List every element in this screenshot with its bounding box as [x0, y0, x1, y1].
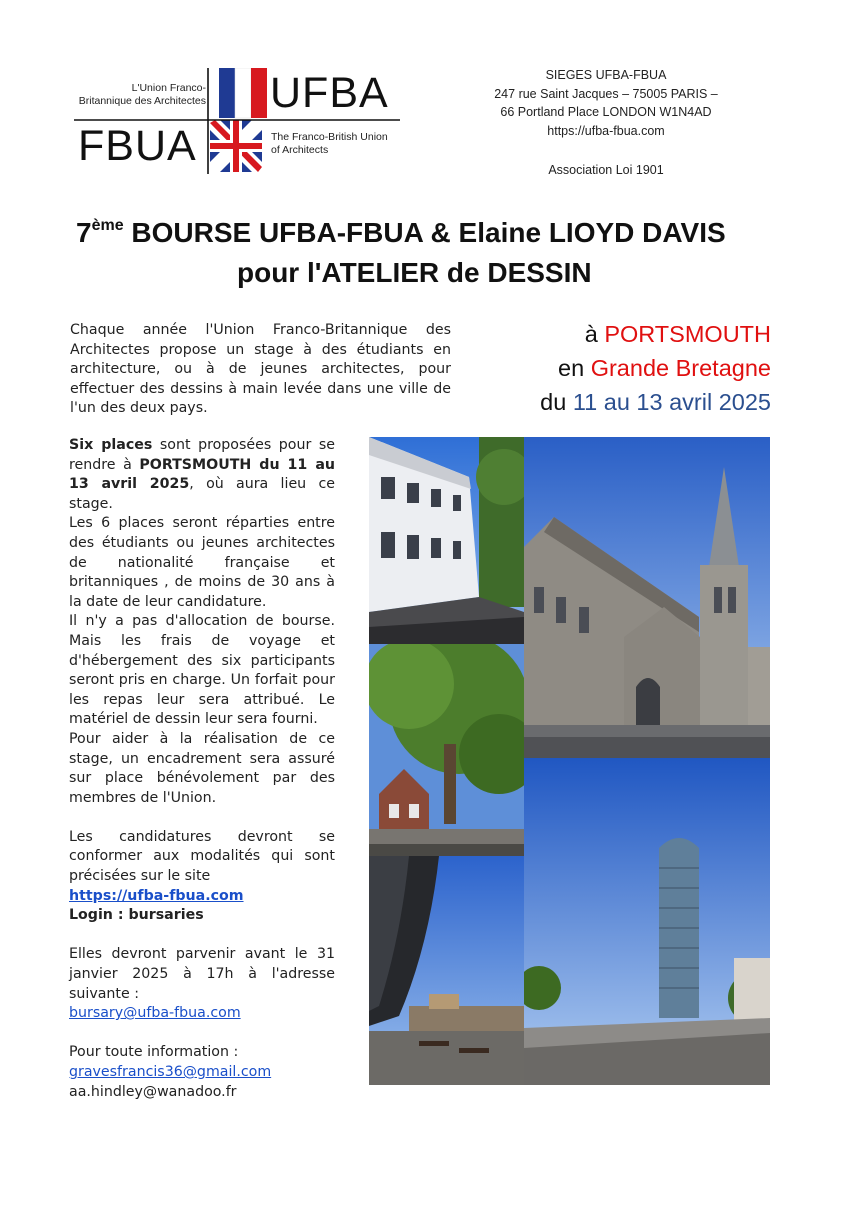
places-text-2: , où aura lieu ce stage.	[69, 476, 335, 512]
event-dates: 11 au 13 avril 2025	[572, 389, 771, 415]
places-count: Six places	[69, 437, 153, 453]
title-number: 7	[76, 217, 92, 248]
page-title-line-1	[76, 217, 726, 249]
photo-tower	[524, 758, 770, 1085]
address-line-1: SIEGES UFBA-FBUA	[545, 68, 667, 82]
contact-email-2: aa.hindley@wanadoo.fr	[69, 1083, 237, 1100]
intro-paragraph: Chaque année l'Union Franco-Britannique des Architectes propose un stage à des étudiants en architecture, ou à de jeunes architectes, pour effectuer des dessins à main levée dans une ville de l'un des deux pays.	[70, 322, 451, 417]
logo-fbua: FBUA	[78, 122, 197, 170]
event-prefix-a: à	[584, 321, 605, 347]
eligibility-paragraph: Les 6 places seront réparties entre des étudiants ou jeunes architectes de nationalité française et britanniques , de moins de 30 ans à la date de leur candidature.	[69, 515, 335, 610]
logo-fr-line2: Britannique des Architectes	[78, 95, 206, 107]
photo-ship-hull	[369, 856, 524, 1085]
event-dates-line	[478, 385, 771, 419]
association-label: Association Loi 1901	[548, 163, 664, 177]
address-website[interactable]: https://ufba-fbua.com	[547, 123, 665, 138]
contact-email-link-1[interactable]: gravesfrancis36@gmail.com	[69, 1064, 272, 1080]
logo-fr-line1: L'Union Franco-	[131, 82, 206, 94]
ufba-fbua-logo	[74, 68, 400, 174]
places-paragraph	[69, 436, 335, 514]
places-dates: PORTSMOUTH du 11 au 13 avril 2025	[69, 456, 335, 493]
event-city: PORTSMOUTH	[604, 321, 771, 347]
details-column	[69, 436, 335, 1102]
title-ordinal: ème	[91, 217, 124, 234]
address-line-2: 247 rue Saint Jacques – 75005 PARIS –	[494, 86, 718, 101]
event-location	[478, 317, 771, 419]
page-title-line-2: pour l'ATELIER de DESSIN	[237, 257, 592, 288]
logo-en-line2: of Architects	[271, 144, 329, 156]
supervision-paragraph: Pour aider à la réalisation de ce stage, un encadrement sera assuré sur place bénévolement par des membres de l'Union.	[69, 730, 335, 806]
info-label: Pour toute information :	[69, 1044, 239, 1061]
address-line-3: 66 Portland Place LONDON W1N4AD	[500, 105, 712, 119]
photo-terrace-houses	[369, 437, 524, 644]
event-country-line	[478, 351, 771, 385]
event-country: Grande Bretagne	[590, 355, 771, 381]
event-prefix-du: du	[540, 389, 573, 415]
login-info: Login : bursaries	[69, 907, 204, 924]
deadline-paragraph: Elles devront parvenir avant le 31 janvier 2025 à 17h à l'adresse suivante :	[69, 946, 335, 1002]
website-link[interactable]: https://ufba-fbua.com	[69, 887, 244, 904]
headquarters-address	[470, 66, 742, 140]
photo-tree-street	[369, 644, 524, 856]
photo-church	[524, 437, 770, 758]
logo-ufba: UFBA	[270, 69, 389, 117]
funding-paragraph: Il n'y a pas d'allocation de bourse. Mais les frais de voyage et d'hébergement des six participants seront pris en charge. Un forfait pour les repas leur sera attribué. Le matériel de dessin leur sera fourni.	[69, 613, 335, 728]
title-rest: BOURSE UFBA-FBUA & Elaine LIOYD DAVIS	[123, 217, 726, 248]
event-prefix-en: en	[558, 355, 591, 381]
event-city-line	[478, 317, 771, 351]
application-paragraph: Les candidatures devront se conformer aux modalités qui sont précisées sur le site	[69, 828, 335, 885]
bursary-email-link[interactable]: bursary@ufba-fbua.com	[69, 1005, 241, 1022]
places-text-1: sont proposées pour se rendre à	[69, 437, 335, 473]
logo-en-line1: The Franco-British Union	[271, 131, 388, 143]
